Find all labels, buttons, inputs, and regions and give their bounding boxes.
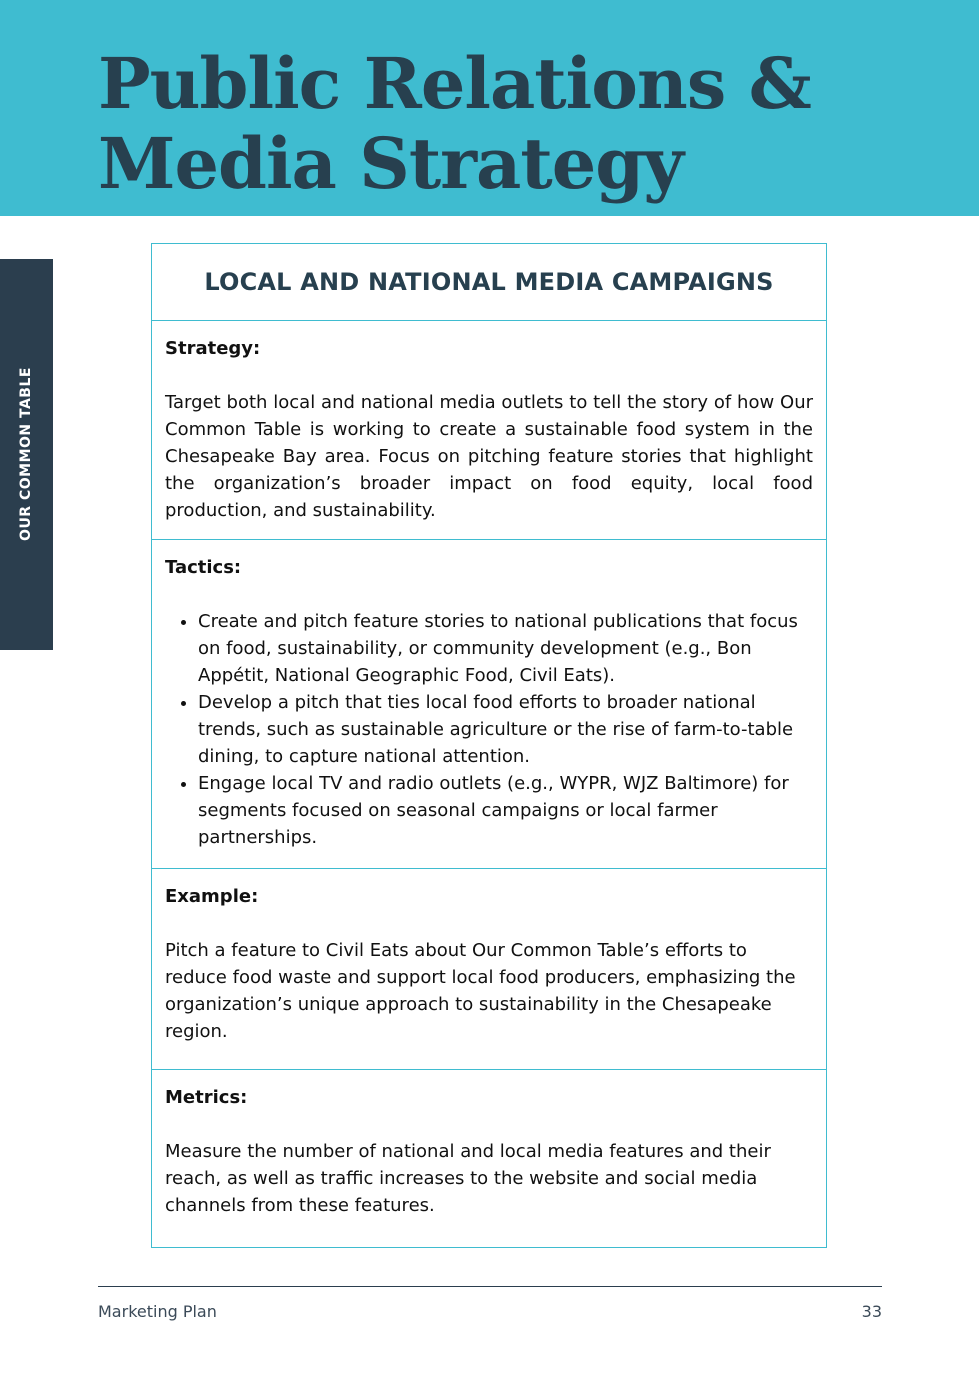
- page-title-line-1: Public Relations &: [98, 42, 811, 125]
- strategy-label: Strategy:: [165, 338, 261, 359]
- example-text: Pitch a feature to Civil Eats about Our Common Table’s efforts to reduce food waste and support local food producers, emphasizing the organization’s unique approach to sustainability in the Chesapeake region.: [165, 940, 796, 1042]
- metrics-section: [152, 1070, 826, 1247]
- metrics-label: Metrics:: [165, 1087, 248, 1108]
- page-title-line-2: Media Strategy: [98, 122, 683, 205]
- example-label: Example:: [165, 886, 259, 907]
- page-number: 33: [861, 1302, 882, 1321]
- example-section: [152, 869, 826, 1070]
- metrics-text: Measure the number of national and local media features and their reach, as well as traffic increases to the website and social media channels from these features.: [165, 1141, 771, 1216]
- tactic-item: • Develop a pitch that ties local food efforts to broader national trends, such as sustainable agriculture or the rise of farm-to-table dining, to capture national attention.: [198, 689, 813, 770]
- side-tab-label: OUR COMMON TABLE: [18, 367, 34, 541]
- strategy-section: [152, 321, 826, 540]
- tactics-label: Tactics:: [165, 557, 242, 578]
- tactics-list: [165, 608, 813, 851]
- table-heading: LOCAL AND NATIONAL MEDIA CAMPAIGNS: [152, 244, 826, 321]
- strategy-text: Target both local and national media outlets to tell the story of how Our Common Table is working to create a sustainable food system in the Chesapeake Bay area. Focus on pitching feature stories that highlight the organization’s broader impact on food equity, local food production, and sustainability.: [165, 392, 813, 521]
- media-campaigns-table: [151, 243, 827, 1248]
- header-band: [0, 0, 979, 216]
- footer-document-title: Marketing Plan: [98, 1302, 217, 1321]
- page-title: [98, 44, 811, 204]
- footer-divider: [98, 1286, 882, 1287]
- tactic-item: • Create and pitch feature stories to national publications that focus on food, sustainability, or community development (e.g., Bon Appétit, National Geographic Food, Civil Eats).: [198, 608, 813, 689]
- tactic-item: • Engage local TV and radio outlets (e.g., WYPR, WJZ Baltimore) for segments focused on seasonal campaigns or local farmer partnerships.: [198, 770, 813, 851]
- tactics-section: [152, 540, 826, 869]
